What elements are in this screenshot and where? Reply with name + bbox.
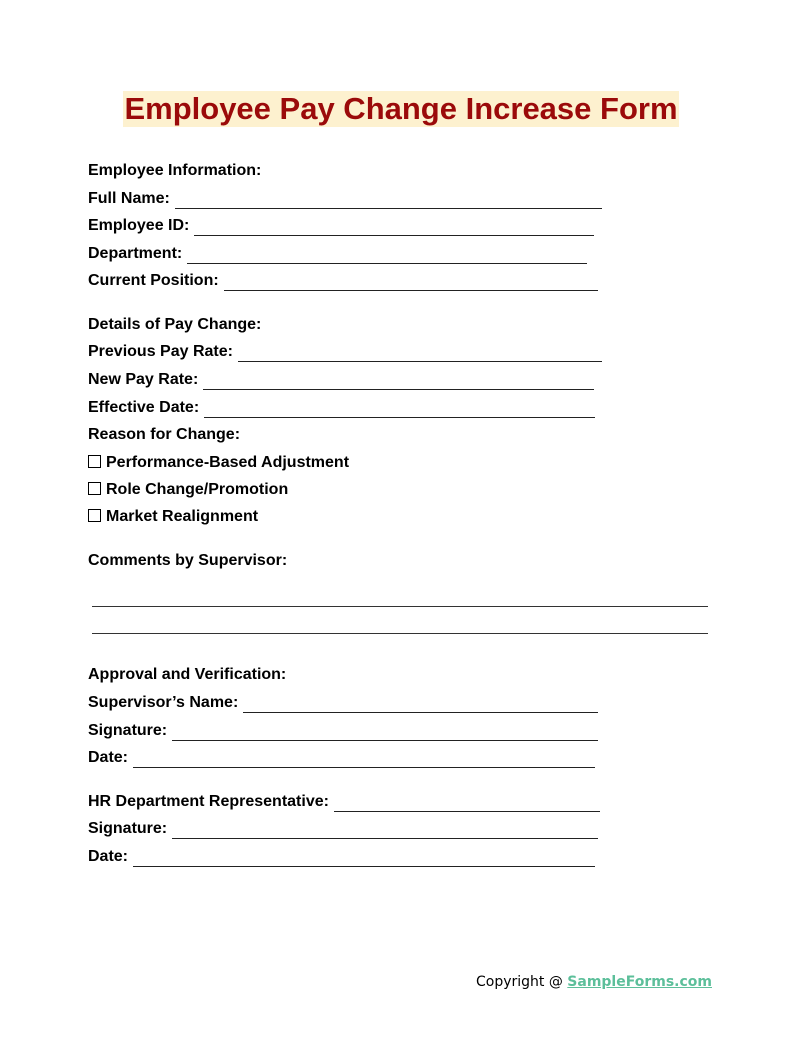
employee-id-row [88, 216, 594, 236]
supervisor-date-label: Date: [88, 749, 129, 766]
department-field[interactable] [187, 248, 587, 264]
effective-date-label: Effective Date: [88, 399, 200, 416]
department-row [88, 244, 587, 264]
checkbox-icon[interactable] [88, 482, 101, 495]
new-pay-rate-field[interactable] [203, 374, 594, 390]
sampleforms-link[interactable]: SampleForms.com [567, 974, 712, 990]
copyright-text: Copyright @ [475, 974, 568, 990]
checkbox-icon[interactable] [88, 509, 101, 522]
page-title: Employee Pay Change Increase Form [124, 91, 678, 126]
current-position-field[interactable] [224, 275, 598, 291]
hr-representative-field[interactable] [334, 796, 600, 812]
supervisor-signature-label: Signature: [88, 722, 168, 739]
current-position-label: Current Position: [88, 272, 219, 289]
supervisor-name-field[interactable] [243, 697, 598, 713]
reason-label: Market Realignment [106, 508, 259, 525]
reason-option[interactable] [88, 480, 288, 500]
supervisor-name-row [88, 693, 598, 713]
title-container [0, 91, 802, 127]
hr-date-label: Date: [88, 848, 129, 865]
employee-id-label: Employee ID: [88, 217, 190, 234]
comments-line[interactable] [92, 606, 708, 607]
effective-date-field[interactable] [204, 402, 595, 418]
reason-option[interactable] [88, 453, 349, 473]
new-pay-rate-row [88, 370, 594, 390]
hr-signature-row [88, 819, 598, 839]
supervisor-signature-row [88, 721, 598, 741]
reason-label: Role Change/Promotion [106, 481, 289, 498]
department-label: Department: [88, 245, 183, 262]
reason-label: Performance-Based Adjustment [106, 454, 350, 471]
reason-heading: Reason for Change: [88, 426, 241, 443]
full-name-label: Full Name: [88, 190, 170, 207]
hr-representative-row [88, 792, 600, 812]
pay-change-heading: Details of Pay Change: [88, 316, 262, 333]
hr-date-field[interactable] [133, 851, 595, 867]
hr-representative-label: HR Department Representative: [88, 793, 329, 810]
full-name-field[interactable] [175, 193, 602, 209]
supervisor-name-label: Supervisor’s Name: [88, 694, 239, 711]
comments-line[interactable] [92, 633, 708, 634]
checkbox-icon[interactable] [88, 455, 101, 468]
footer [476, 972, 712, 992]
effective-date-row [88, 398, 595, 418]
supervisor-signature-field[interactable] [172, 725, 598, 741]
hr-signature-field[interactable] [172, 823, 598, 839]
full-name-row [88, 189, 602, 209]
reason-option[interactable] [88, 507, 258, 527]
supervisor-date-row [88, 748, 595, 768]
employee-id-field[interactable] [194, 220, 594, 236]
employee-info-heading: Employee Information: [88, 162, 262, 179]
previous-pay-rate-label: Previous Pay Rate: [88, 343, 233, 360]
approval-heading: Approval and Verification: [88, 666, 287, 683]
previous-pay-rate-row [88, 342, 602, 362]
comments-heading: Comments by Supervisor: [88, 552, 288, 569]
hr-date-row [88, 847, 595, 867]
supervisor-date-field[interactable] [133, 752, 595, 768]
new-pay-rate-label: New Pay Rate: [88, 371, 199, 388]
previous-pay-rate-field[interactable] [238, 346, 602, 362]
current-position-row [88, 271, 598, 291]
hr-signature-label: Signature: [88, 820, 168, 837]
